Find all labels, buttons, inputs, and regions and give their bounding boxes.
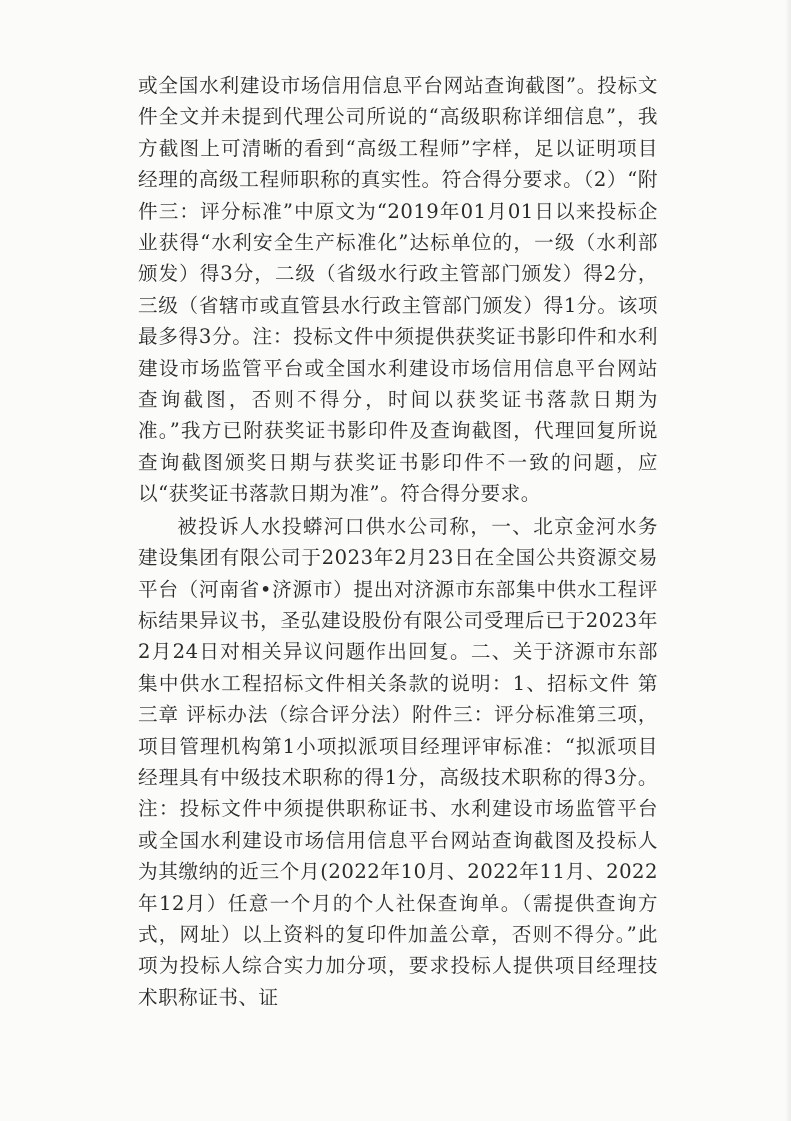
document-body — [138, 70, 658, 1013]
paragraph-2: 被投诉人水投蟒河口供水公司称，一、北京金河水务建设集团有限公司于2023年2月23日在全国公共资源交易平台（河南省•济源市）提出对济源市东部集中供水工程评标结果异议书，圣弘建设股份有限公司受理后已于2023年2月24日对相关异议问题作出回复。二、关于济源市东部集中供水工程招标文件相关条款的说明：1、招标文件 第三章 评标办法（综合评分法）附件三：评分标准第三项，项目管理机构第1小项拟派项目经理评审标准：“拟派项目经理具有中级技术职称的得1分，高级技术职称的得3分。注：投标文件中须提供职称证书、水利建设市场监管平台或全国水利建设市场信用信息平台网站查询截图及投标人为其缴纳的近三个月(2022年10月、2022年11月、2022年12月）任意一个月的个人社保查询单。（需提供查询方式，网址）以上资料的复印件加盖公章，否则不得分。”此项为投标人综合实力加分项，要求投标人提供项目经理技术职称证书、证 — [138, 514, 658, 1009]
scan-edge-shadow — [785, 0, 791, 1121]
paragraph-1: 或全国水利建设市场信用信息平台网站查询截图”。投标文件全文并未提到代理公司所说的“高级职称详细信息”，我方截图上可清晰的看到“高级工程师”字样，足以证明项目经理的高级工程师职称的真实性。符合得分要求。（2）“附件三：评分标准”中原文为“2019年01月01日以来投标企业获得“水利安全生产标准化”达标单位的，一级（水利部颁发）得3分，二级（省级水行政主管部门颁发）得2分，三级（省辖市或直管县水行政主管部门颁发）得1分。该项最多得3分。注：投标文件中须提供获奖证书影印件和水利建设市场监管平台或全国水利建设市场信用信息平台网站查询截图，否则不得分，时间以获奖证书落款日期为准。”我方已附获奖证书影印件及查询截图，代理回复所说查询截图颁奖日期与获奖证书影印件不一致的问题，应以“获奖证书落款日期为准”。符合得分要求。 — [138, 74, 658, 506]
